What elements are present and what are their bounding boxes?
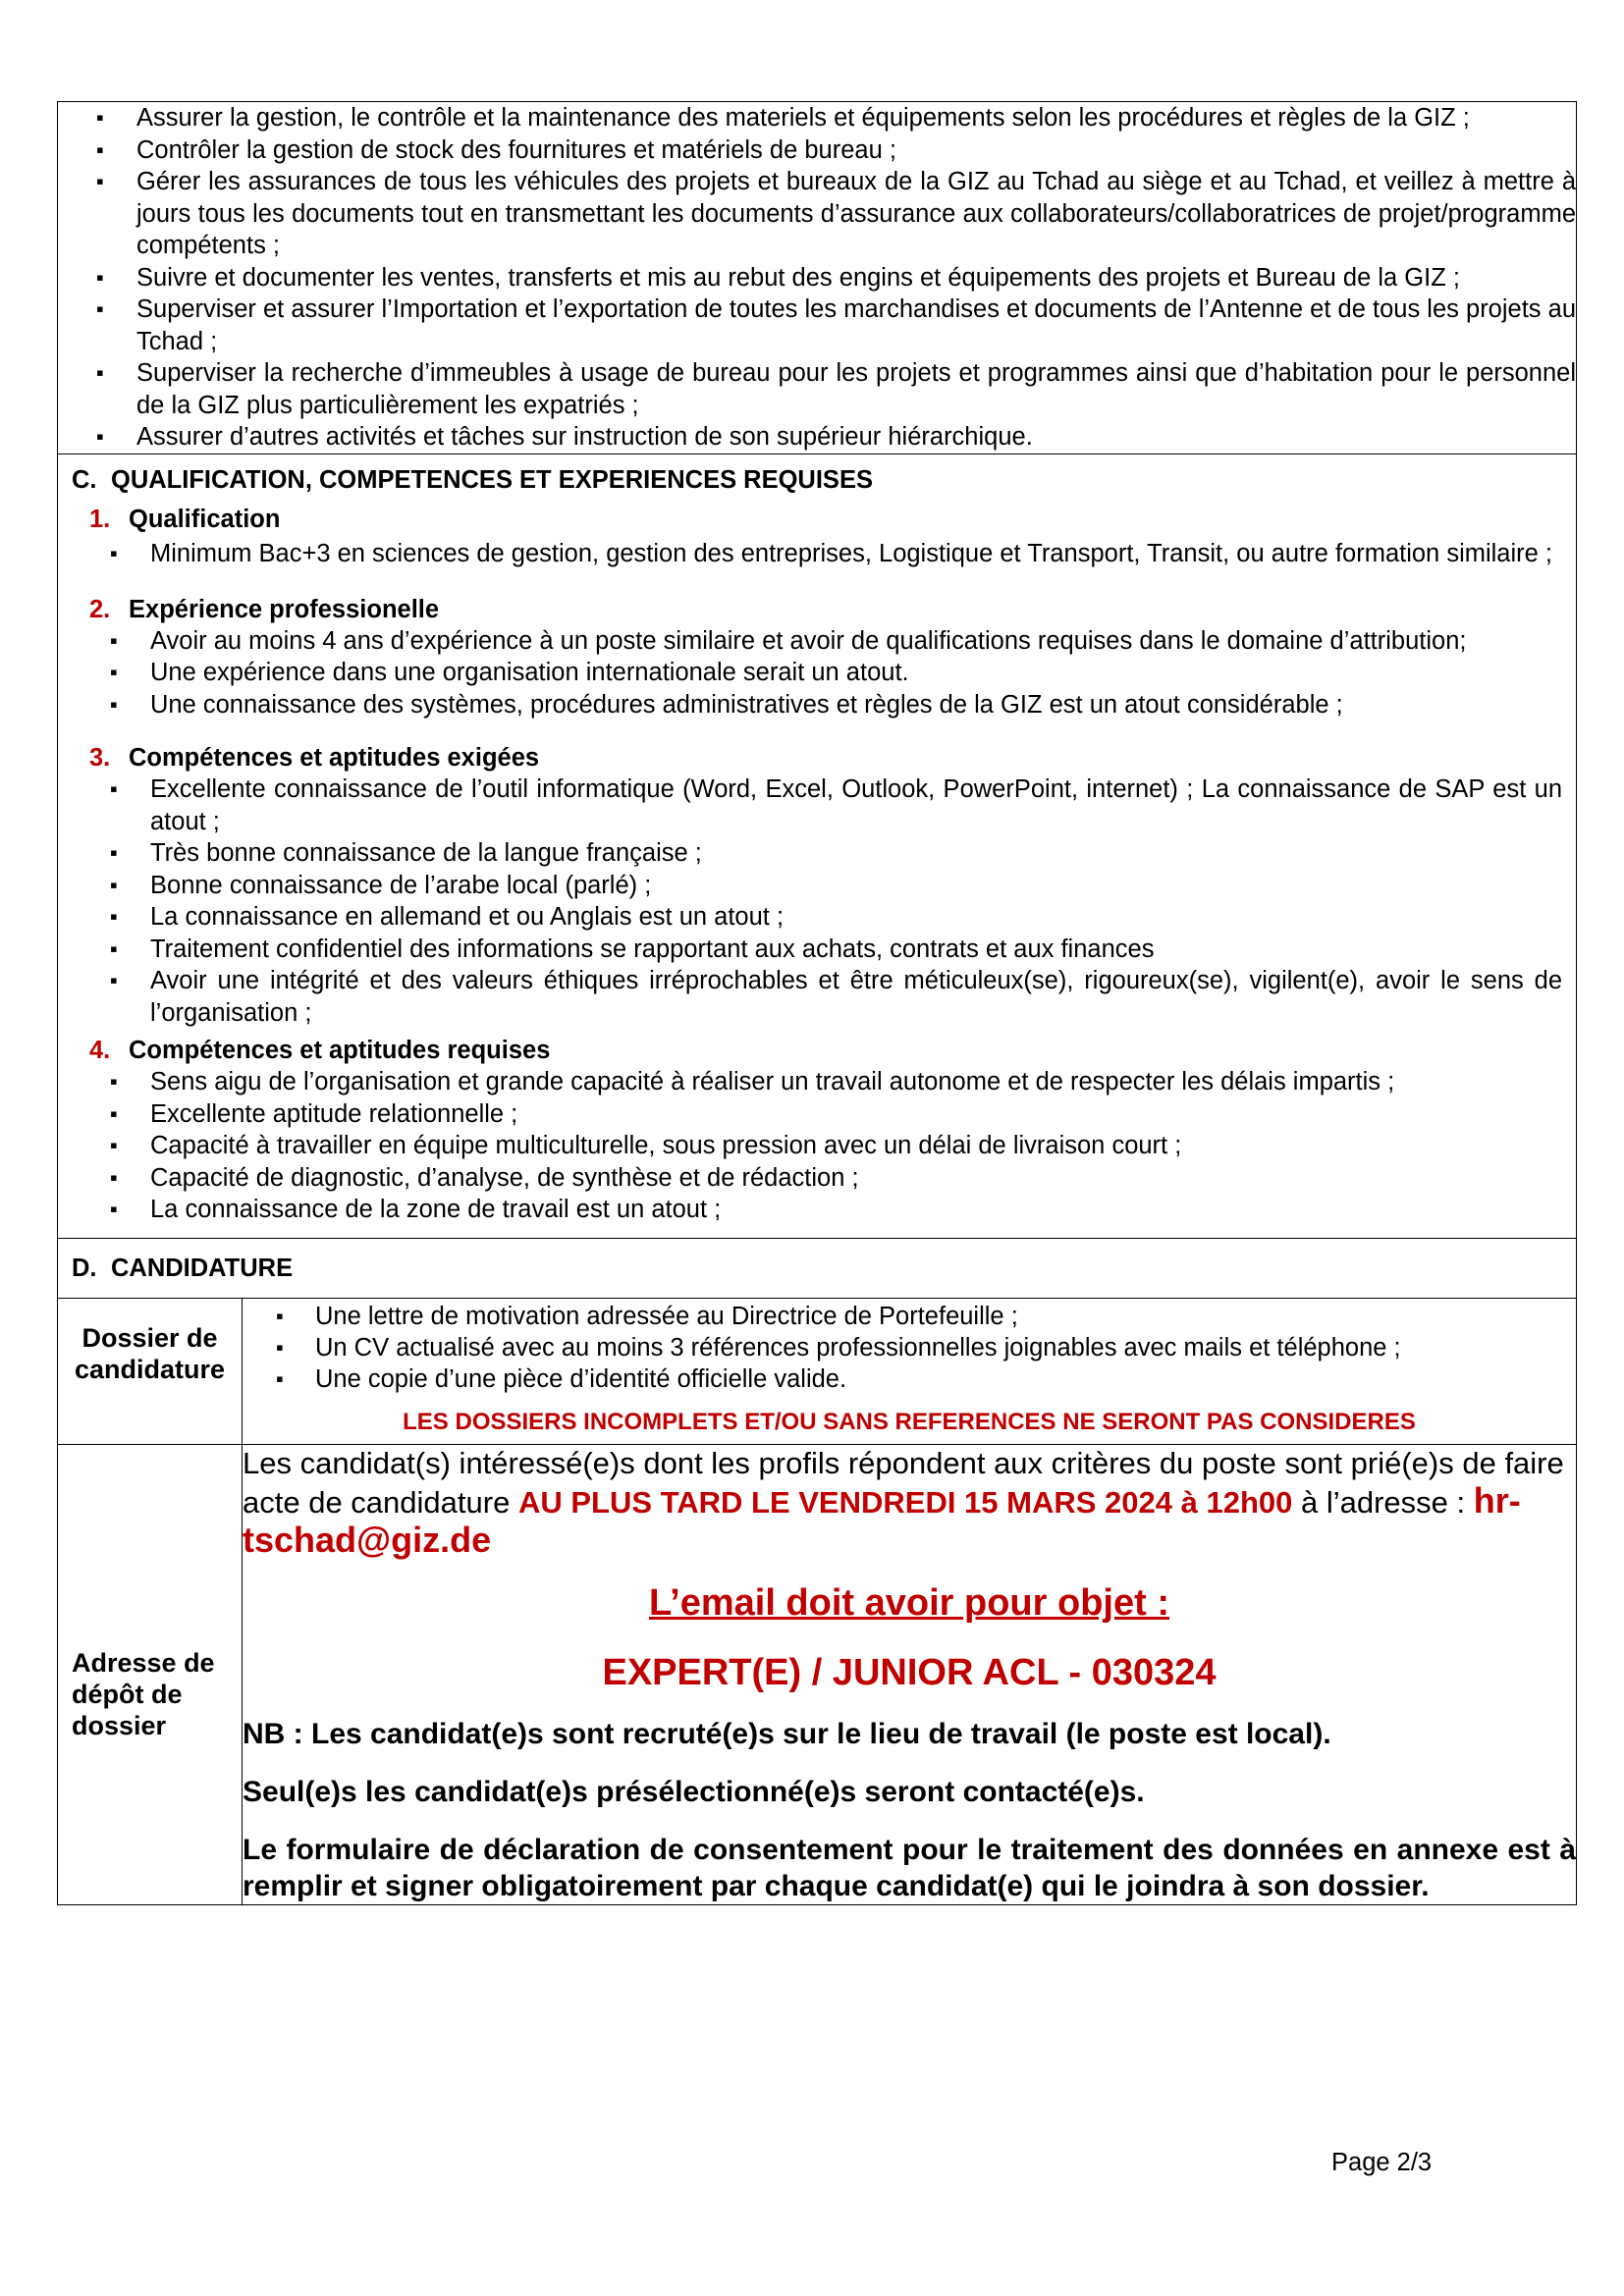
note-local-post: NB : Les candidat(e)s sont recruté(e)s sur le lieu de travail (le poste est local). (243, 1717, 1331, 1750)
section-d (58, 1238, 1577, 1298)
bullet-item: ▪ Une expérience dans une organisation internationale serait un atout. (72, 657, 1562, 689)
dossier-label-cell (58, 1298, 243, 1444)
subsection-title (72, 1035, 1562, 1066)
bullet-item: ▪ Bonne connaissance de l’arabe local (parlé) ; (72, 870, 1562, 902)
bullet-item: ▪ Capacité de diagnostic, d’analyse, de synthèse et de rédaction ; (72, 1162, 1562, 1195)
bullet-item: ▪ Capacité à travailler en équipe multiculturelle, sous pression avec un délai de livraison court ; (72, 1130, 1562, 1162)
bullet-item: ▪ Superviser et assurer l’Importation et l’exportation de toutes les marchandises et documents de l’Antenne et de tous les projets au Tchad ; (58, 294, 1576, 357)
main-table (57, 101, 1577, 1905)
dossier-row (58, 1298, 1577, 1444)
dossier-warning: LES DOSSIERS INCOMPLETS ET/OU SANS REFERENCES NE SERONT PAS CONSIDERES (403, 1408, 1416, 1435)
top-section (58, 102, 1577, 454)
bullet-item: ▪ Minimum Bac+3 en sciences de gestion, gestion des entreprises, Logistique et Transport, Transit, ou autre formation similaire ; (72, 535, 1562, 572)
bullet-item: ▪ La connaissance en allemand et ou Anglais est un atout ; (72, 901, 1562, 934)
section-d-letter: D. (72, 1254, 97, 1282)
subsection-heading: Compétences et aptitudes exigées (129, 744, 540, 772)
bullet-item: ▪ Avoir une intégrité et des valeurs éthiques irréprochables et être méticuleux(se), rigoureux(se), vigilent(e), avoir le sens de l’organisation ; (72, 965, 1562, 1029)
subsection-bullet-list (72, 774, 1562, 1029)
dossier-label: Dossier de candidature (74, 1322, 226, 1384)
subsection-heading: Qualification (129, 505, 281, 533)
subsection-title (72, 742, 1562, 774)
depot-label-cell (58, 1444, 243, 1904)
depot-content (243, 1444, 1577, 1904)
subsection-number: 2. (89, 595, 111, 623)
section-c-letter: C. (72, 465, 97, 494)
bullet-item: ▪ Traitement confidentiel des informations se rapportant aux achats, contrats et aux finances (72, 934, 1562, 966)
subsection-heading: Expérience professionelle (129, 595, 440, 623)
section-c-title (58, 454, 1576, 504)
section-d-row (58, 1238, 1577, 1298)
section-c-heading: QUALIFICATION, COMPETENCES ET EXPERIENCES REQUISES (111, 465, 873, 494)
dossier-content (243, 1298, 1577, 1444)
subsection-bullet-list (72, 1066, 1562, 1226)
section-c-subsections (58, 504, 1576, 1238)
bullet-item: ▪ Excellente connaissance de l’outil informatique (Word, Excel, Outlook, PowerPoint, internet) ; La connaissance de SAP est un atout ; (72, 774, 1562, 837)
subsection-title (72, 594, 1562, 625)
subsection (72, 742, 1562, 1029)
depot-row (58, 1444, 1577, 1904)
subject-value: EXPERT(E) / JUNIOR ACL - 030324 (602, 1651, 1217, 1693)
depot-intro-text: Les candidat(s) intéressé(e)s dont les profils répondent aux critères du poste sont prié(e)s de faire acte de candidature (243, 1445, 1564, 1520)
bullet-item: ▪ Gérer les assurances de tous les véhicules des projets et bureaux de la GIZ au Tchad au siège et au Tchad, et veillez à mettre à jours tous les documents tout en transmettant les documents d’assurance aux collaborateurs/collaboratrices de projet/programme compétents ; (58, 166, 1576, 262)
depot-label: Adresse de dépôt de dossier (72, 1647, 215, 1740)
note-consent-form: Le formulaire de déclaration de consentement pour le traitement des données en annexe est à remplir et signer obligatoirement par chaque candidat(e) qui le joindra à son dossier. (243, 1833, 1577, 1902)
bullet-item: ▪ Sens aigu de l’organisation et grande capacité à réaliser un travail autonome et de respecter les délais impartis ; (72, 1066, 1562, 1098)
section-c-row (58, 454, 1577, 1238)
section-d-heading: CANDIDATURE (111, 1254, 294, 1282)
bullet-item: ▪ Une connaissance des systèmes, procédures administratives et règles de la GIZ est un atout considérable ; (72, 689, 1562, 721)
bullet-item: ▪ Une lettre de motivation adressée au Directrice de Portefeuille ; (256, 1301, 1562, 1332)
bullet-item: ▪ Superviser la recherche d’immeubles à usage de bureau pour les projets et programmes ainsi que d’habitation pour le personnel de la GIZ plus particulièrement les expatriés ; (58, 357, 1576, 421)
top-section-row (58, 102, 1577, 454)
subsection-number: 4. (89, 1037, 111, 1064)
bullet-item: ▪ La connaissance de la zone de travail est un atout ; (72, 1194, 1562, 1226)
top-bullet-list (58, 102, 1576, 454)
subsection (72, 504, 1562, 572)
page-number: Page 2/3 (1331, 2149, 1433, 2176)
subsection-number: 1. (89, 505, 111, 533)
subsection-number: 3. (89, 744, 111, 772)
depot-intro (243, 1445, 1576, 1561)
bullet-item: ▪ Une copie d’une pièce d’identité officielle valide. (256, 1363, 1562, 1395)
section-d-title (58, 1239, 1576, 1298)
section-c (58, 454, 1577, 1238)
subsection-title (72, 504, 1562, 535)
subsection (72, 594, 1562, 721)
bullet-item: ▪ Suivre et documenter les ventes, transferts et mis au rebut des engins et équipements des projets et Bureau de la GIZ ; (58, 262, 1576, 294)
bullet-item: ▪ Avoir au moins 4 ans d’expérience à un poste similaire et avoir de qualifications requises dans le domaine d’attribution; (72, 625, 1562, 658)
subject-heading: L’email doit avoir pour objet : (649, 1581, 1169, 1624)
bullet-item: ▪ Contrôler la gestion de stock des fournitures et matériels de bureau ; (58, 134, 1576, 167)
bullet-item: ▪ Un CV actualisé avec au moins 3 références professionnelles joignables avec mails et téléphone ; (256, 1332, 1562, 1363)
subsection-bullet-list (72, 625, 1562, 721)
subsection-bullet-list (72, 535, 1562, 572)
subsection (72, 1035, 1562, 1226)
dossier-bullet-list (256, 1301, 1562, 1395)
bullet-item: ▪ Assurer d’autres activités et tâches sur instruction de son supérieur hiérarchique. (58, 421, 1576, 454)
depot-address-prefix: à l’adresse : (1292, 1484, 1474, 1520)
depot-email-link[interactable]: hr-tschad@giz.de (243, 1479, 1521, 1560)
bullet-item: ▪ Excellente aptitude relationnelle ; (72, 1098, 1562, 1131)
depot-deadline: AU PLUS TARD LE VENDREDI 15 MARS 2024 à 12h00 (517, 1484, 1293, 1520)
subsection-heading: Compétences et aptitudes requises (129, 1037, 551, 1064)
bullet-item: ▪ Assurer la gestion, le contrôle et la maintenance des materiels et équipements selon les procédures et règles de la GIZ ; (58, 102, 1576, 134)
note-shortlisted: Seul(e)s les candidat(e)s présélectionné(e)s seront contacté(e)s. (243, 1775, 1145, 1808)
bullet-item: ▪ Très bonne connaissance de la langue française ; (72, 837, 1562, 870)
